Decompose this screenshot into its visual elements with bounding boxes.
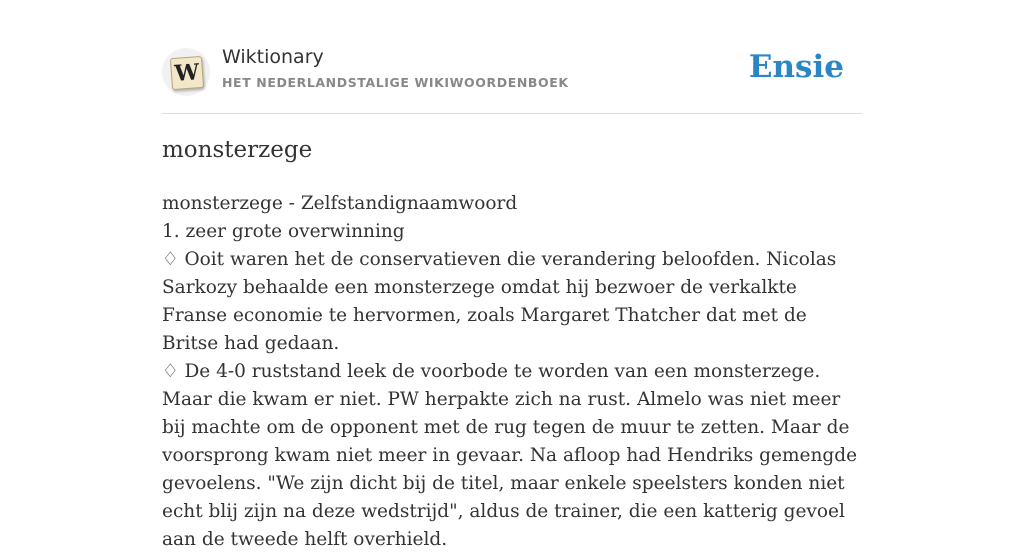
entry-definition: 1. zeer grote overwinning <box>162 221 405 242</box>
site-header <box>162 44 862 100</box>
header-divider <box>162 113 862 114</box>
site-subtitle: HET NEDERLANDSTALIGE WIKIWOORDENBOEK <box>222 75 569 90</box>
logo-tile-icon: W <box>170 56 204 90</box>
wiktionary-logo[interactable] <box>162 48 210 96</box>
entry-content <box>162 190 862 554</box>
entry-title: monsterzege <box>162 137 313 163</box>
ensie-brand-link[interactable]: Ensie <box>748 49 844 85</box>
example-sentence: ♢ Ooit waren het de conservatieven die verandering beloofden. Nicolas Sarkozy behaalde een monsterzege omdat hij bezwoer de verkalkte Franse economie te hervormen, zoals Margaret Thatcher dat met de Britse had gedaan. <box>162 249 837 354</box>
entry-heading: monsterzege - Zelfstandignaamwoord <box>162 193 518 214</box>
example-sentence: ♢ De 4-0 ruststand leek de voorbode te worden van een monsterzege. Maar die kwam er niet. PW herpakte zich na rust. Almelo was niet meer bij machte om de opponent met de rug tegen de muur te zetten. Maar de voorsprong kwam niet meer in gevaar. Na afloop had Hendriks gemengde gevoelens. "We zijn dicht bij de titel, maar enkele speelsters konden niet echt blij zijn na deze wedstrijd", aldus de trainer, die een katterig gevoel aan de tweede helft overhield. <box>162 361 858 550</box>
site-name[interactable]: Wiktionary <box>222 46 324 68</box>
